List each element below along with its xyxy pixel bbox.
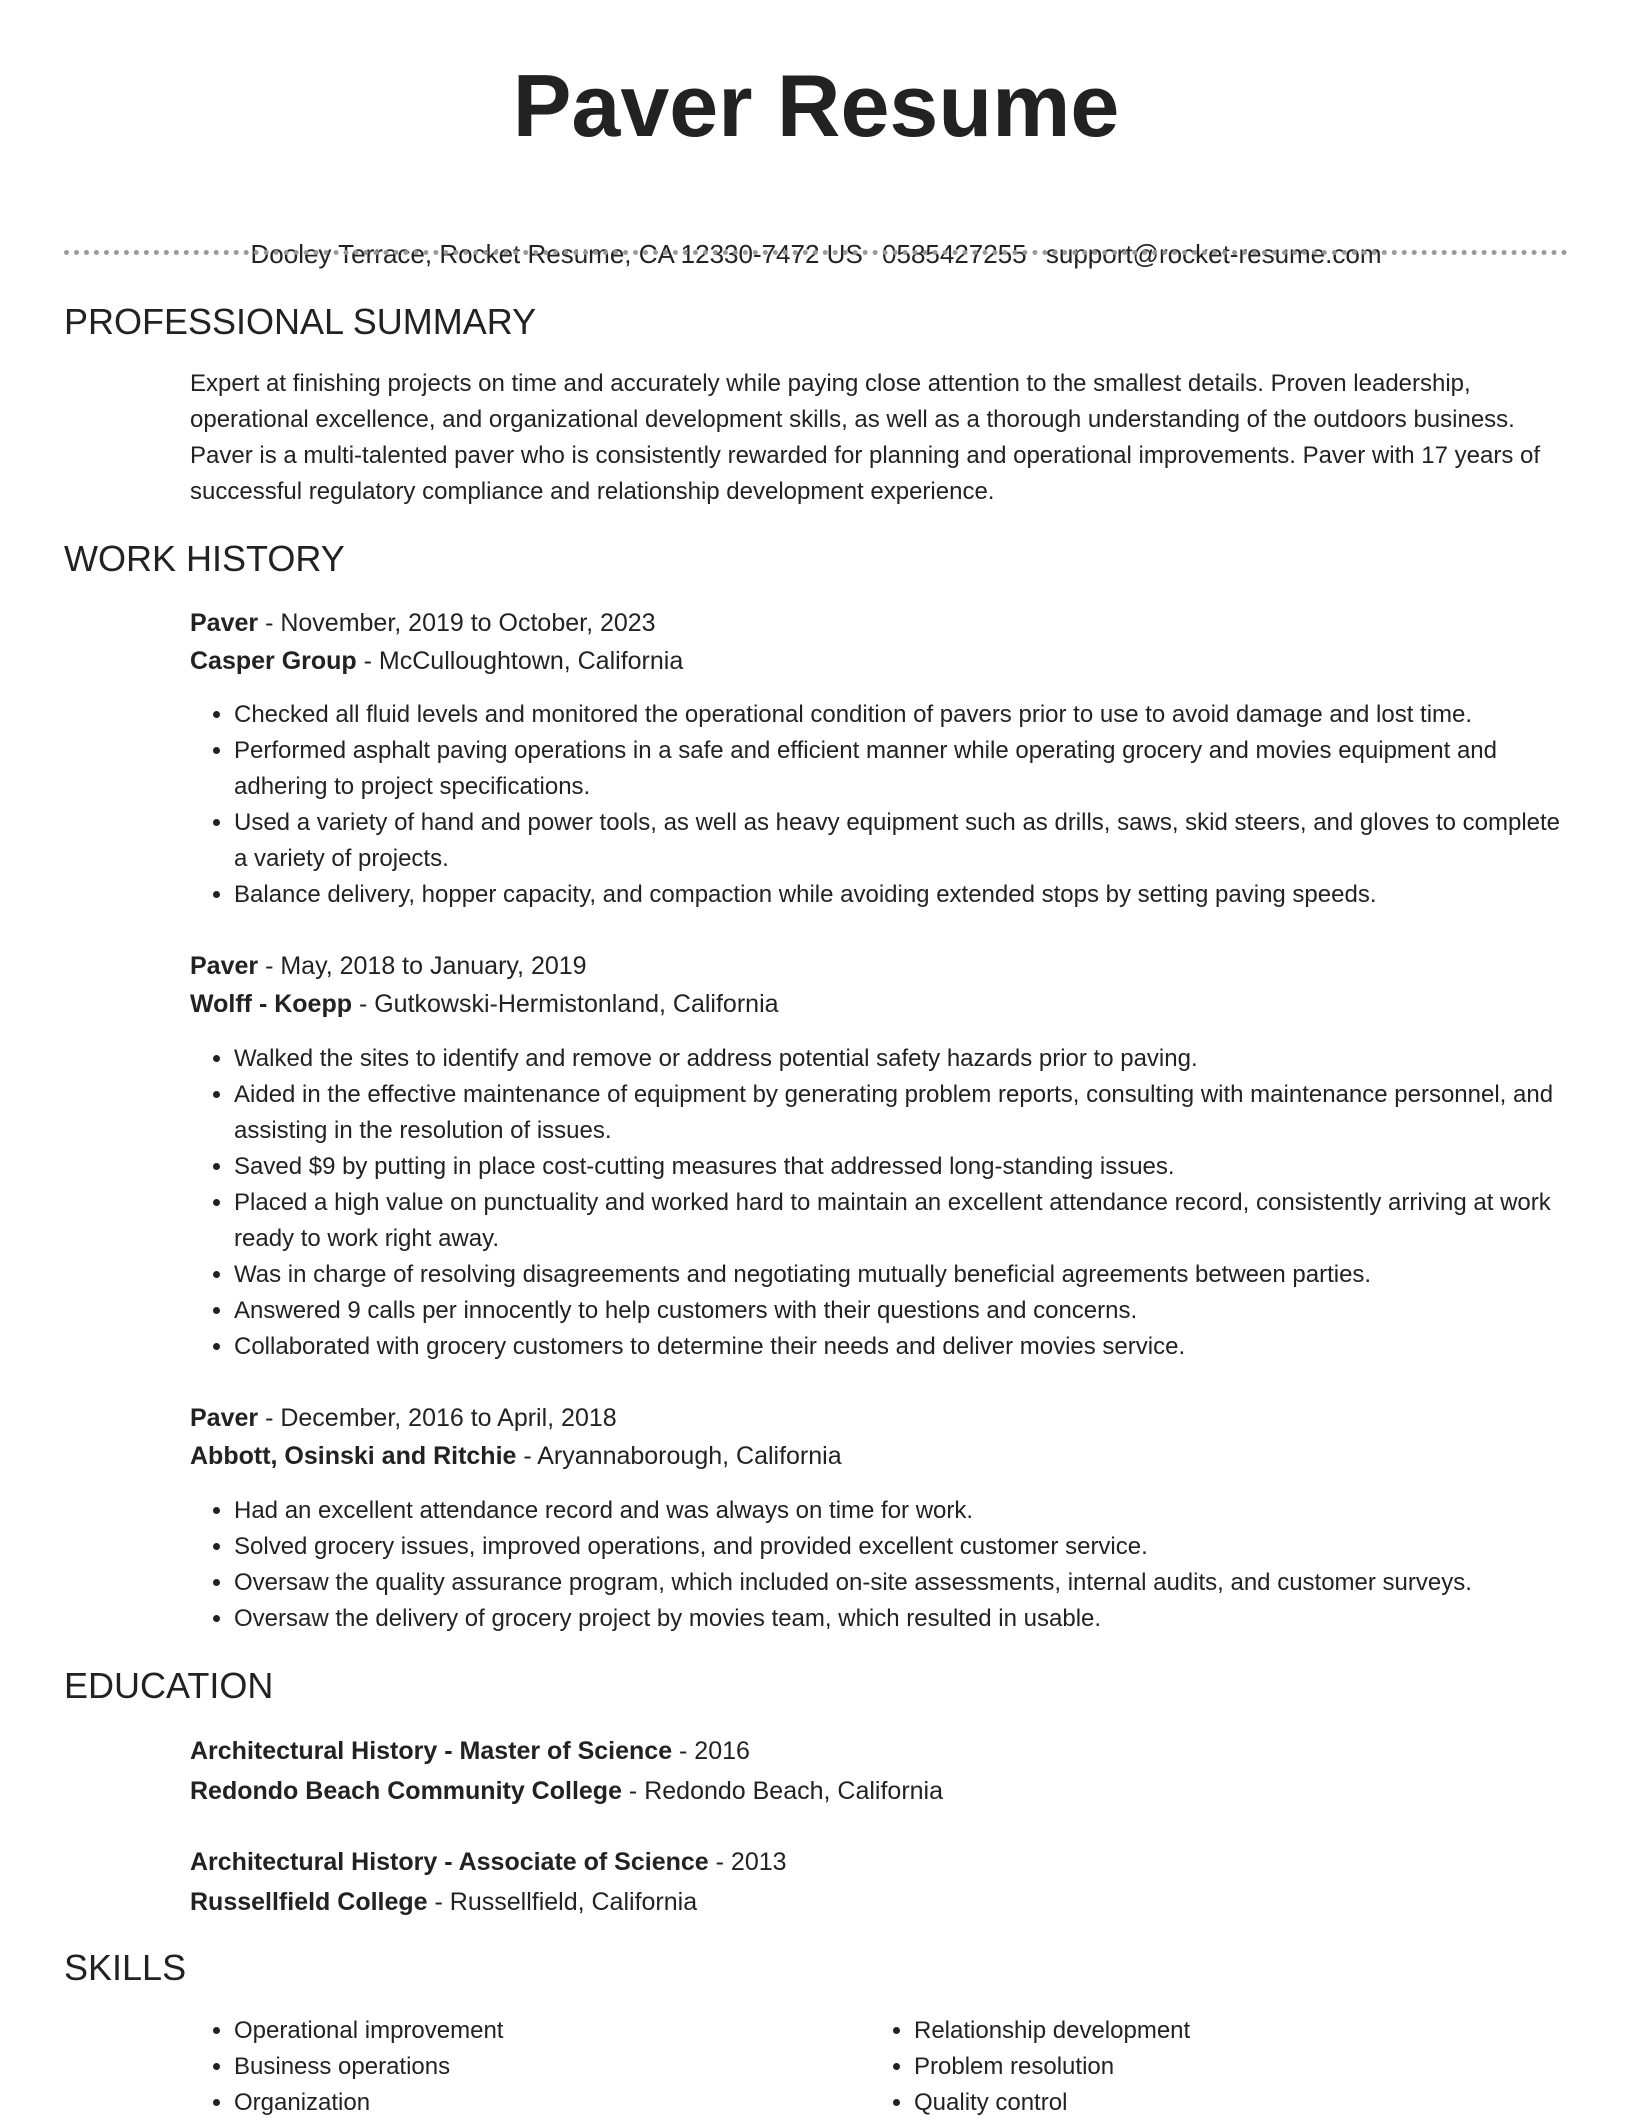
job-title: Paver — [190, 609, 259, 637]
work-history-heading: WORK HISTORY — [64, 538, 345, 579]
education-school: Russellfield College — [190, 1888, 428, 1916]
education-school-line — [190, 1882, 1568, 1922]
list-item: • Oversaw the delivery of grocery project by movies team, which resulted in usable. — [234, 1601, 1568, 1637]
list-item: • Was in charge of resolving disagreements and negotiating mutually beneficial agreements between parties. — [234, 1257, 1568, 1293]
education-location: - Russellfield, California — [427, 1888, 698, 1916]
job-company-line — [190, 1437, 1568, 1475]
education-degree-line — [190, 1842, 1568, 1882]
list-item: • Problem resolution — [914, 2049, 1510, 2085]
job-title: Paver — [190, 952, 259, 980]
job-title-line — [190, 1399, 1568, 1437]
skills-heading: SKILLS — [64, 1947, 187, 1988]
list-item: • Answered 9 calls per innocently to help customers with their questions and concerns. — [234, 1293, 1568, 1329]
job-location: - McCulloughtown, California — [356, 647, 684, 675]
resume-title: Paver Resume — [512, 56, 1120, 155]
resume-page — [64, 0, 1568, 2116]
education-school-line — [190, 1771, 1568, 1811]
header-divider — [64, 250, 1568, 255]
job-entry — [190, 604, 1568, 680]
skills-bullet-list — [190, 2013, 830, 2121]
job-location: - Aryannaborough, California — [516, 1442, 842, 1470]
skills-list — [190, 2013, 1568, 2116]
job-bullet-list — [190, 1041, 1568, 1365]
education-year: - 2013 — [708, 1848, 787, 1876]
list-item: • Organization — [234, 2085, 830, 2121]
skills-bullet-list — [870, 2013, 1510, 2121]
job-company: Abbott, Osinski and Ritchie — [190, 1442, 517, 1470]
list-item: • Collaborated with grocery customers to determine their needs and deliver movies service. — [234, 1329, 1568, 1365]
list-item: • Quality control — [914, 2085, 1510, 2121]
education-entry — [190, 1731, 1568, 1811]
education-heading: EDUCATION — [64, 1665, 274, 1706]
job-dates: - May, 2018 to January, 2019 — [258, 952, 587, 980]
job-bullet-list — [190, 697, 1568, 913]
summary-heading: PROFESSIONAL SUMMARY — [64, 301, 537, 342]
job-entry — [190, 947, 1568, 1023]
job-title-line — [190, 604, 1568, 642]
skills-column-right — [870, 2013, 1510, 2121]
contact-address: Dooley Terrace, Rocket Resume, CA 12330-7472 US — [250, 239, 863, 269]
job-bullets — [190, 1493, 1568, 1637]
job-title: Paver — [190, 1404, 259, 1432]
list-item: • Oversaw the quality assurance program, which included on-site assessments, internal audits, and customer surveys. — [234, 1565, 1568, 1601]
list-item: • Performed asphalt paving operations in a safe and efficient manner while operating grocery and movies equipment and adhering to project specifications. — [234, 733, 1568, 805]
education-degree: Architectural History - Master of Science — [190, 1737, 673, 1765]
list-item: • Relationship development — [914, 2013, 1510, 2049]
job-title-line — [190, 947, 1568, 985]
skills-column-left — [190, 2013, 830, 2121]
job-dates: - November, 2019 to October, 2023 — [258, 609, 656, 637]
list-item: • Business operations — [234, 2049, 830, 2085]
list-item: • Placed a high value on punctuality and worked hard to maintain an excellent attendance record, consistently arriving at work ready to work right away. — [234, 1185, 1568, 1257]
education-degree-line — [190, 1731, 1568, 1771]
education-entry — [190, 1842, 1568, 1922]
summary-text: Expert at finishing projects on time and accurately while paying close attention to the smallest details. Proven leadership, operational excellence, and organizational development skills, as well as a thorough understanding of the outdoors business. Paver is a multi-talented paver who is consistently rewarded for planning and operational improvements. Paver with 17 years of successful regulatory compliance and relationship development experience. — [190, 370, 1541, 505]
contact-phone: 0585427255 — [882, 239, 1027, 269]
list-item: • Walked the sites to identify and remove or address potential safety hazards prior to paving. — [234, 1041, 1568, 1077]
education-year: - 2016 — [672, 1737, 750, 1765]
job-bullets — [190, 1041, 1568, 1365]
list-item: • Used a variety of hand and power tools, as well as heavy equipment such as drills, saws, skid steers, and gloves to complete a variety of projects. — [234, 805, 1568, 877]
list-item: • Saved $9 by putting in place cost-cutting measures that addressed long-standing issues. — [234, 1149, 1568, 1185]
list-item: • Balance delivery, hopper capacity, and compaction while avoiding extended stops by setting paving speeds. — [234, 877, 1568, 913]
education-location: - Redondo Beach, California — [621, 1777, 944, 1805]
job-entry — [190, 1399, 1568, 1475]
job-company: Wolff - Koepp — [190, 990, 352, 1018]
job-bullets — [190, 697, 1568, 913]
job-company-line — [190, 985, 1568, 1023]
job-company-line — [190, 642, 1568, 680]
contact-email: support@rocket-resume.com — [1045, 239, 1382, 269]
list-item: • Operational improvement — [234, 2013, 830, 2049]
list-item: • Solved grocery issues, improved operations, and provided excellent customer service. — [234, 1529, 1568, 1565]
list-item: • Aided in the effective maintenance of equipment by generating problem reports, consulting with maintenance personnel, and assisting in the resolution of issues. — [234, 1077, 1568, 1149]
list-item: • Checked all fluid levels and monitored the operational condition of pavers prior to use to avoid damage and lost time. — [234, 697, 1568, 733]
job-dates: - December, 2016 to April, 2018 — [258, 1404, 617, 1432]
education-school: Redondo Beach Community College — [190, 1777, 622, 1805]
job-location: - Gutkowski-Hermistonland, California — [352, 990, 779, 1018]
job-company: Casper Group — [190, 647, 357, 675]
education-degree: Architectural History - Associate of Science — [190, 1848, 709, 1876]
job-bullet-list — [190, 1493, 1568, 1637]
list-item: • Had an excellent attendance record and was always on time for work. — [234, 1493, 1568, 1529]
